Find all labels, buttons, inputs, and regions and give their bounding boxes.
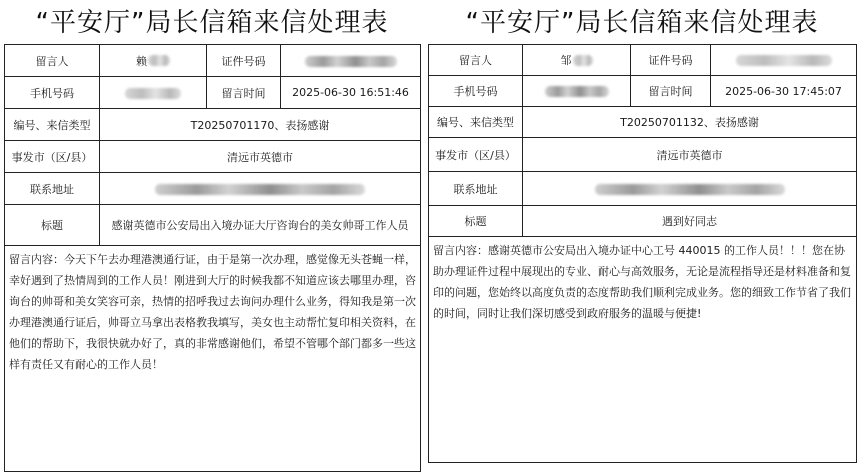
phone-label: 手机号码 bbox=[5, 77, 100, 109]
phone-value bbox=[523, 76, 631, 107]
subject-value: 感谢英德市公安局出入境办证大厅咨询台的美女帅哥工作人员 bbox=[100, 205, 421, 246]
table-row bbox=[5, 173, 421, 205]
redacted-sender bbox=[148, 55, 170, 66]
sender-visible-text: 赖 bbox=[136, 54, 147, 68]
subject-value: 遇到好同志 bbox=[523, 206, 857, 237]
redacted-phone bbox=[545, 86, 609, 97]
sender-visible-text: 邹 bbox=[560, 54, 572, 67]
left-letter-form bbox=[4, 0, 420, 472]
address-value bbox=[523, 172, 857, 206]
message-content: 留言内容：今天下午去办理港澳通行证，由于是第一次办理，感觉像无头苍蝇一样，幸好遇到了热情周到的工作人员！刚进到大厅的时候我都不知道应该去哪里办理，咨询台的帅哥和美女笑容可亲，热情的招呼我过去询问办理什么业务，得知我是第一次办理港澳通行证后，帅哥立马拿出表格教我填写，美女也主动帮忙复印相关资料，在他们的帮助下，我很快就办好了，真的非常感谢他们，希望不管哪个部门都多一些这样有责任又有耐心的工作人员！ bbox=[5, 246, 421, 472]
message-time-value: 2025-06-30 17:45:07 bbox=[711, 76, 857, 107]
id-number-label: 证件号码 bbox=[631, 45, 711, 76]
redacted-address bbox=[155, 184, 365, 195]
code-type-label: 编号、来信类型 bbox=[429, 107, 523, 138]
id-number-label: 证件号码 bbox=[207, 45, 281, 77]
message-time-label: 留言时间 bbox=[207, 77, 281, 109]
table-row bbox=[429, 107, 857, 138]
subject-label: 标题 bbox=[5, 205, 100, 246]
message-content: 留言内容：感谢英德市公安局出入境办证中心工号 440015 的工作人员！！！您在协助办理证件过程中展现出的专业、耐心与高效服务，无论是流程指导还是材料准备和复印的问题，您始终以高度负责的态度帮助我们顺利完成业务。您的细致工作节省了我们的时间，同时让我们深切感受到政府服务的温暖与便捷! bbox=[429, 237, 857, 463]
district-label: 事发市（区/县） bbox=[429, 138, 523, 172]
id-number-value bbox=[281, 45, 421, 77]
phone-value bbox=[100, 77, 207, 109]
left-form-table bbox=[4, 44, 421, 472]
table-row bbox=[5, 141, 421, 173]
sender-value bbox=[100, 45, 207, 77]
table-row bbox=[429, 76, 857, 107]
table-row bbox=[429, 237, 857, 463]
table-row bbox=[429, 138, 857, 172]
table-row bbox=[429, 45, 857, 76]
redacted-sender bbox=[573, 55, 593, 66]
sender-label: 留言人 bbox=[5, 45, 100, 77]
table-row bbox=[5, 109, 421, 141]
code-type-value: T20250701170、表扬感谢 bbox=[100, 109, 421, 141]
redacted-address bbox=[595, 184, 785, 195]
right-letter-form bbox=[428, 0, 856, 463]
sender-value bbox=[523, 45, 631, 76]
message-time-value: 2025-06-30 16:51:46 bbox=[281, 77, 421, 109]
address-label: 联系地址 bbox=[429, 172, 523, 206]
address-label: 联系地址 bbox=[5, 173, 100, 205]
message-time-label: 留言时间 bbox=[631, 76, 711, 107]
table-row bbox=[429, 172, 857, 206]
left-form-title: “平安厅”局长信箱来信处理表 bbox=[35, 8, 389, 38]
code-type-value: T20250701132、表扬感谢 bbox=[523, 107, 857, 138]
sender-label: 留言人 bbox=[429, 45, 523, 76]
redacted-phone bbox=[125, 88, 181, 99]
redacted-id-number bbox=[305, 56, 397, 67]
table-row bbox=[429, 206, 857, 237]
table-row bbox=[5, 205, 421, 246]
id-number-value bbox=[711, 45, 857, 76]
table-row bbox=[5, 246, 421, 472]
table-row bbox=[5, 77, 421, 109]
address-value bbox=[100, 173, 421, 205]
phone-label: 手机号码 bbox=[429, 76, 523, 107]
code-type-label: 编号、来信类型 bbox=[5, 109, 100, 141]
right-form-table bbox=[428, 44, 857, 463]
subject-label: 标题 bbox=[429, 206, 523, 237]
district-value: 清远市英德市 bbox=[100, 141, 421, 173]
redacted-id-number bbox=[736, 55, 832, 66]
district-label: 事发市（区/县） bbox=[5, 141, 100, 173]
district-value: 清远市英德市 bbox=[523, 138, 857, 172]
right-form-title: “平安厅”局长信箱来信处理表 bbox=[465, 8, 819, 38]
table-row bbox=[5, 45, 421, 77]
